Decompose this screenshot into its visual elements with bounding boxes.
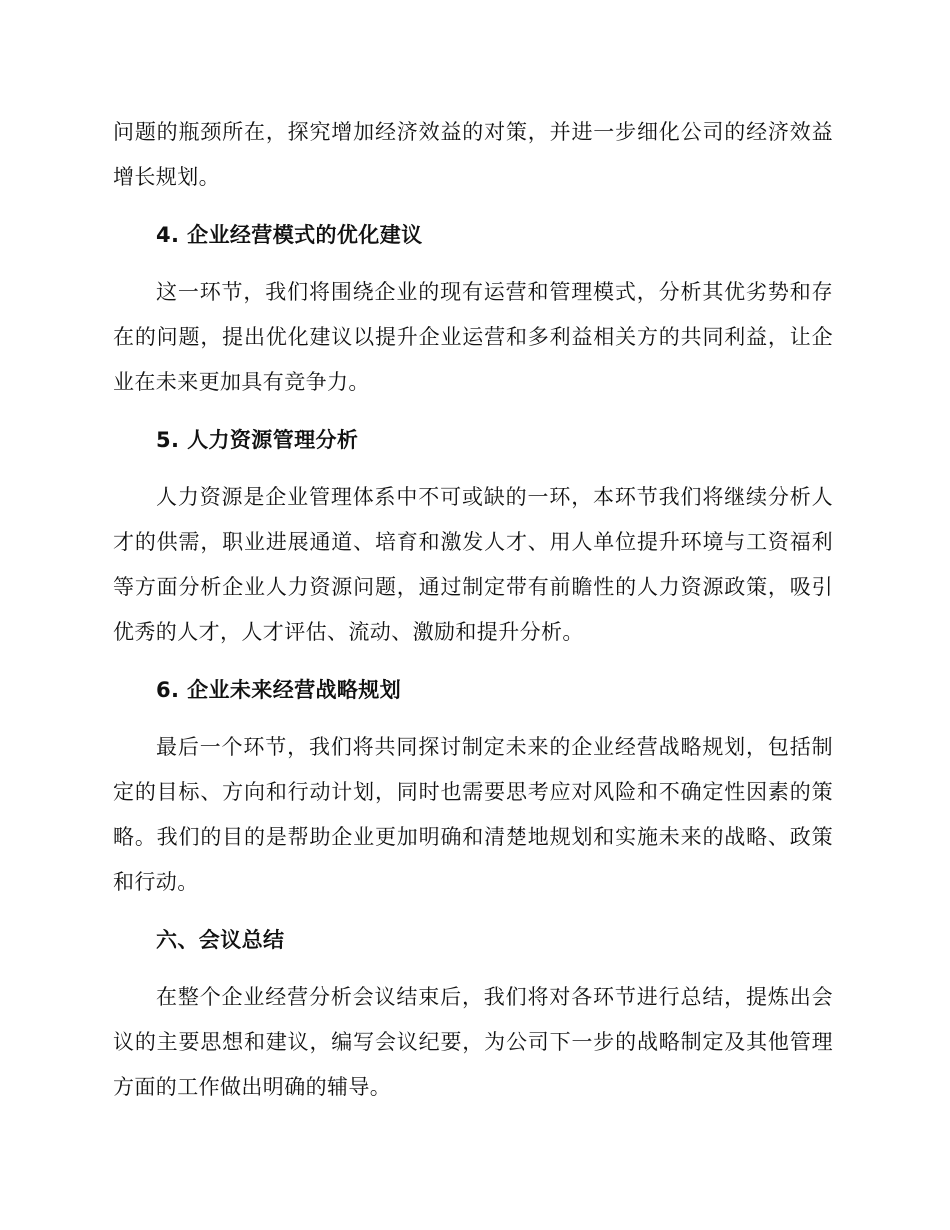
- section-heading-5: 5. 人力资源管理分析: [156, 428, 359, 452]
- paragraph-human-resources: 人力资源是企业管理体系中不可或缺的一环，本环节我们将继续分析人才的供需，职业进展通道、培育和激发人才、用人单位提升环境与工资福利等方面分析企业人力资源问题，通过制定带有前瞻性的人力资源政策，吸引优秀的人才，人才评估、流动、激励和提升分析。: [113, 485, 833, 644]
- paragraph-business-model: 这一环节，我们将围绕企业的现有运营和管理模式，分析其优劣势和存在的问题，提出优化建议以提升企业运营和多利益相关方的共同利益，让企业在未来更加具有竞争力。: [113, 280, 833, 394]
- document-body: [113, 110, 833, 1110]
- section-heading-6: 6. 企业未来经营战略规划: [156, 678, 402, 702]
- section-heading-4: 4. 企业经营模式的优化建议: [156, 223, 423, 247]
- paragraph-meeting-summary: 在整个企业经营分析会议结束后，我们将对各环节进行总结，提炼出会议的主要思想和建议，编写会议纪要，为公司下一步的战略制定及其他管理方面的工作做出明确的辅导。: [113, 985, 833, 1099]
- paragraph-continuation: 问题的瓶颈所在，探究增加经济效益的对策，并进一步细化公司的经济效益增长规划。: [113, 120, 833, 189]
- section-heading-summary: 六、会议总结: [156, 928, 285, 952]
- paragraph-strategy-planning: 最后一个环节，我们将共同探讨制定未来的企业经营战略规划，包括制定的目标、方向和行动计划，同时也需要思考应对风险和不确定性因素的策略。我们的目的是帮助企业更加明确和清楚地规划和实施未来的战略、政策和行动。: [113, 735, 833, 894]
